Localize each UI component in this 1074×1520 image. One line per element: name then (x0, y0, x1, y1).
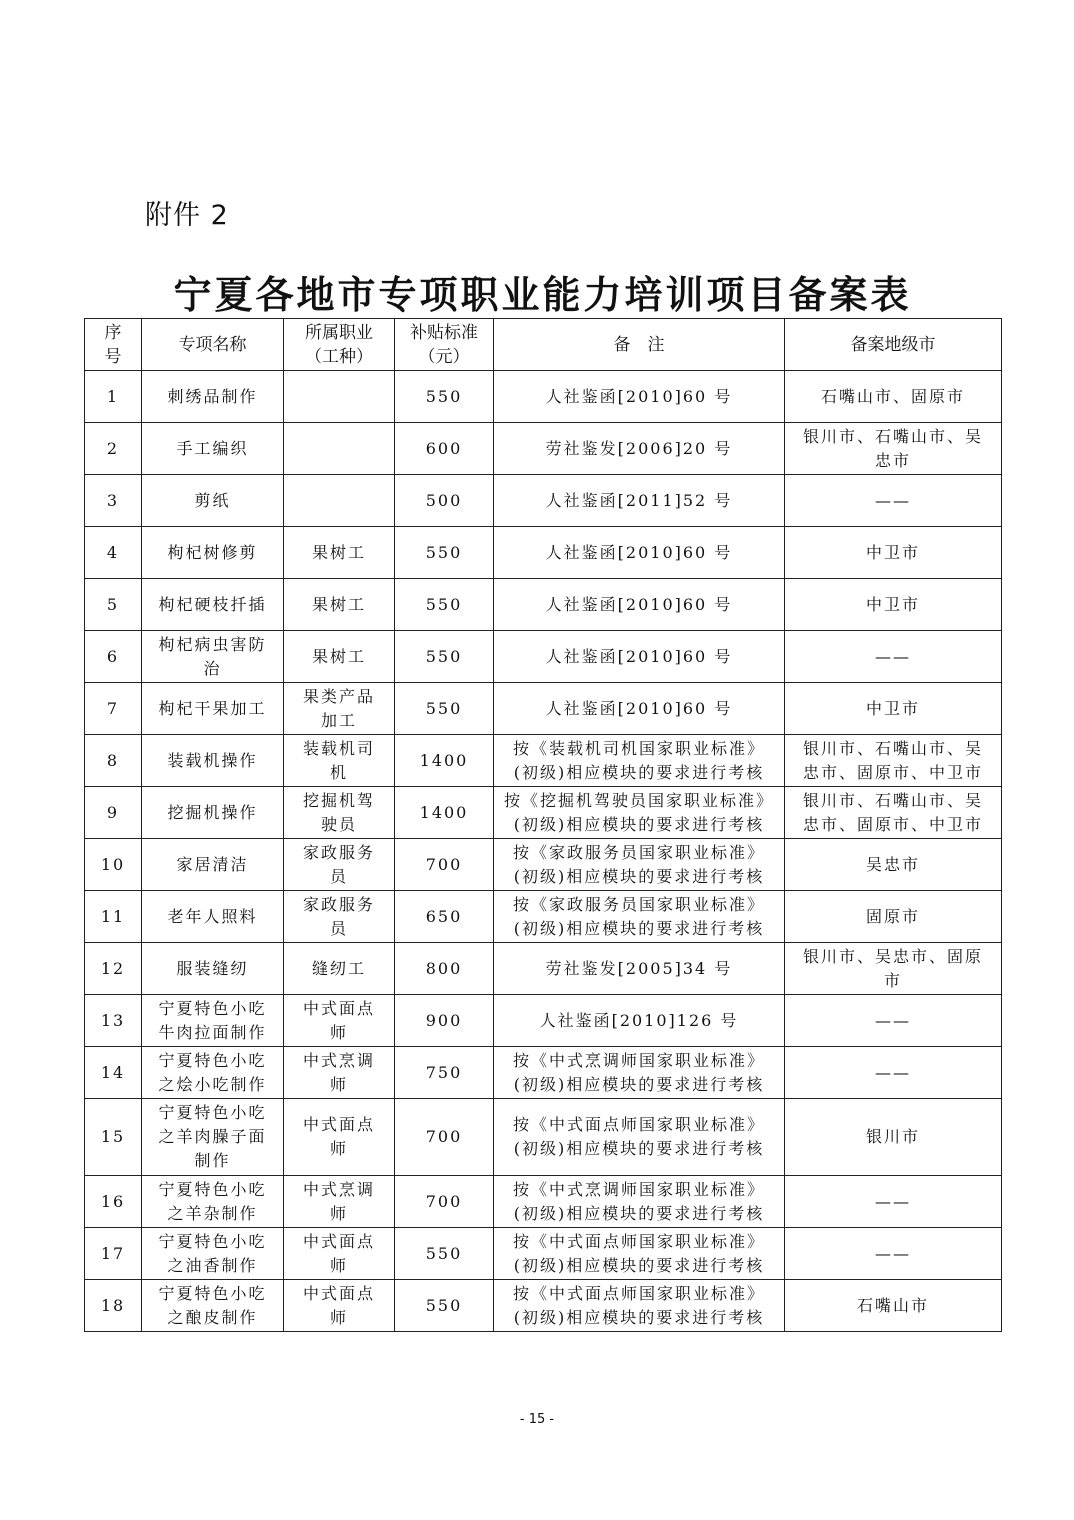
cell-job-line: 中式烹调 (302, 1050, 375, 1070)
cell-subsidy: 1400 (395, 787, 494, 839)
cell-city (785, 579, 1002, 631)
cell-no: 9 (85, 787, 142, 839)
cell-job-line: 中式面点 (302, 998, 375, 1018)
cell-name (142, 475, 284, 527)
cell-city (785, 1228, 1002, 1280)
cell-subsidy: 550 (395, 527, 494, 579)
cell-subsidy: 550 (395, 579, 494, 631)
cell-city (785, 995, 1002, 1047)
cell-city-line: —— (875, 490, 911, 510)
cell-note (494, 475, 785, 527)
cell-job (284, 1176, 395, 1228)
cell-name (142, 787, 284, 839)
cell-no: 3 (85, 475, 142, 527)
table-row (85, 1176, 1002, 1228)
cell-subsidy: 750 (395, 1047, 494, 1099)
cell-no: 18 (85, 1280, 142, 1332)
cell-city-line: —— (875, 646, 911, 666)
cell-job-line: 师 (329, 1203, 348, 1223)
cell-job (284, 891, 395, 943)
cell-name (142, 423, 284, 475)
cell-no: 17 (85, 1228, 142, 1280)
cell-city (785, 735, 1002, 787)
cell-note-line: 劳社鉴发[2006]20 号 (545, 438, 733, 458)
header-job-line-2: （工种） (305, 346, 373, 367)
cell-city-line: 吴忠市 (865, 854, 920, 874)
cell-job (284, 527, 395, 579)
cell-job-line: 加工 (320, 710, 357, 730)
cell-name-line: 刺绣品制作 (167, 386, 258, 406)
cell-city (785, 423, 1002, 475)
cell-city-line: 忠市、固原市、中卫市 (802, 814, 983, 834)
cell-note-line: (初级)相应模块的要求进行考核 (513, 1255, 765, 1275)
cell-note (494, 891, 785, 943)
cell-name-line: 服装缝纫 (176, 958, 249, 978)
cell-name-line: 之羊肉臊子面 (158, 1127, 267, 1146)
table-row (85, 1280, 1002, 1332)
cell-note-line: 按《家政服务员国家职业标准》 (512, 842, 765, 862)
cell-city-line: 石嘴山市、固原市 (820, 386, 965, 406)
cell-city (785, 787, 1002, 839)
cell-note-line: 人社鉴函[2010]60 号 (545, 646, 733, 666)
cell-name (142, 579, 284, 631)
cell-city (785, 1176, 1002, 1228)
cell-city (785, 683, 1002, 735)
cell-job-line: 果树工 (311, 646, 366, 666)
cell-name-line: 宁夏特色小吃 (158, 1179, 267, 1199)
cell-job (284, 371, 395, 423)
cell-note-line: 劳社鉴发[2005]34 号 (545, 958, 733, 978)
cell-city (785, 1280, 1002, 1332)
cell-note-line: (初级)相应模块的要求进行考核 (513, 1074, 765, 1094)
header-note: 备 注 (494, 319, 785, 371)
table-body (85, 371, 1002, 1332)
header-city: 备案地级市 (785, 319, 1002, 371)
cell-note (494, 683, 785, 735)
cell-name-line: 宁夏特色小吃 (158, 1283, 267, 1303)
cell-job-line: 师 (329, 1139, 348, 1158)
table-row (85, 475, 1002, 527)
cell-city (785, 371, 1002, 423)
cell-name-line: 牛肉拉面制作 (158, 1022, 267, 1042)
cell-job-line: 果类产品 (302, 686, 375, 706)
cell-name (142, 839, 284, 891)
cell-job-line: 果树工 (311, 594, 366, 614)
header-job (284, 319, 395, 371)
cell-note-line: 人社鉴函[2010]126 号 (539, 1010, 739, 1030)
cell-city-line: 中卫市 (865, 542, 920, 562)
cell-note (494, 943, 785, 995)
cell-city-line: —— (875, 1243, 911, 1263)
header-no (85, 319, 142, 371)
cell-job (284, 1047, 395, 1099)
cell-note-line: (初级)相应模块的要求进行考核 (513, 1139, 765, 1158)
cell-city-line: —— (875, 1191, 911, 1211)
cell-city-line: 银川市、石嘴山市、吴 (802, 426, 983, 446)
cell-city-line: 固原市 (865, 906, 920, 926)
cell-note (494, 1099, 785, 1176)
cell-city (785, 527, 1002, 579)
header-no-line-1: 序 (104, 322, 122, 343)
cell-name-line: 装载机操作 (167, 750, 258, 770)
cell-no: 14 (85, 1047, 142, 1099)
cell-city-line: 银川市、吴忠市、固原 (802, 946, 983, 966)
cell-city-line: 中卫市 (865, 594, 920, 614)
cell-note (494, 1280, 785, 1332)
cell-subsidy: 700 (395, 1176, 494, 1228)
cell-name-line: 之油香制作 (167, 1255, 258, 1275)
cell-note (494, 631, 785, 683)
cell-job (284, 995, 395, 1047)
cell-note (494, 1176, 785, 1228)
cell-no: 4 (85, 527, 142, 579)
cell-note (494, 371, 785, 423)
cell-job-line: 师 (329, 1255, 348, 1275)
cell-name-line: 之酿皮制作 (167, 1307, 258, 1327)
table-row (85, 423, 1002, 475)
cell-city (785, 1099, 1002, 1176)
cell-no: 1 (85, 371, 142, 423)
cell-subsidy: 500 (395, 475, 494, 527)
cell-note-line: 按《家政服务员国家职业标准》 (512, 894, 765, 914)
cell-subsidy: 550 (395, 683, 494, 735)
cell-name-line: 枸杞病虫害防 (158, 634, 267, 654)
cell-name (142, 995, 284, 1047)
cell-name-line: 枸杞硬枝扦插 (158, 594, 267, 614)
cell-job-line: 师 (329, 1074, 348, 1094)
cell-note-line: 人社鉴函[2010]60 号 (545, 698, 733, 718)
cell-subsidy: 550 (395, 371, 494, 423)
cell-note-line: 人社鉴函[2010]60 号 (545, 542, 733, 562)
cell-job-line: 驶员 (320, 814, 357, 834)
cell-subsidy: 700 (395, 1099, 494, 1176)
cell-city (785, 1047, 1002, 1099)
table-row (85, 527, 1002, 579)
cell-subsidy: 550 (395, 1280, 494, 1332)
cell-city-line: 银川市、石嘴山市、吴 (802, 790, 983, 810)
cell-subsidy: 650 (395, 891, 494, 943)
cell-name (142, 891, 284, 943)
cell-no: 10 (85, 839, 142, 891)
table-row (85, 579, 1002, 631)
cell-job (284, 683, 395, 735)
cell-no: 16 (85, 1176, 142, 1228)
cell-subsidy: 900 (395, 995, 494, 1047)
cell-note (494, 839, 785, 891)
cell-subsidy: 600 (395, 423, 494, 475)
cell-name-line: 宁夏特色小吃 (158, 1231, 267, 1251)
cell-job-line: 家政服务 (302, 894, 375, 914)
cell-note-line: (初级)相应模块的要求进行考核 (513, 866, 765, 886)
cell-job (284, 943, 395, 995)
cell-job-line: 挖掘机驾 (302, 790, 375, 810)
page-number: - 15 - (519, 1412, 555, 1427)
cell-subsidy: 1400 (395, 735, 494, 787)
cell-city-line: 石嘴山市 (856, 1295, 929, 1315)
header-no-line-2: 号 (104, 346, 122, 367)
cell-no: 15 (85, 1099, 142, 1176)
table-row (85, 735, 1002, 787)
cell-job (284, 735, 395, 787)
cell-name-line: 挖掘机操作 (167, 802, 258, 822)
cell-note-line: 按《中式面点师国家职业标准》 (512, 1283, 765, 1303)
cell-city (785, 475, 1002, 527)
cell-no: 6 (85, 631, 142, 683)
table-row (85, 1047, 1002, 1099)
cell-note (494, 527, 785, 579)
cell-city (785, 839, 1002, 891)
cell-job-line: 员 (329, 866, 348, 886)
cell-name (142, 1228, 284, 1280)
cell-name-line: 枸杞干果加工 (158, 698, 267, 718)
cell-name-line: 老年人照料 (167, 906, 258, 926)
cell-note (494, 579, 785, 631)
cell-name (142, 1176, 284, 1228)
cell-name-line: 宁夏特色小吃 (158, 998, 267, 1018)
header-subsidy-line-1: 补贴标准 (410, 322, 478, 343)
cell-no: 11 (85, 891, 142, 943)
header-job-line-1: 所属职业 (305, 322, 373, 343)
cell-name (142, 943, 284, 995)
header-name: 专项名称 (142, 319, 284, 371)
cell-name (142, 371, 284, 423)
cell-note (494, 735, 785, 787)
cell-note (494, 787, 785, 839)
cell-note-line: 按《中式烹调师国家职业标准》 (512, 1179, 765, 1199)
cell-city (785, 891, 1002, 943)
cell-subsidy: 700 (395, 839, 494, 891)
cell-no: 13 (85, 995, 142, 1047)
cell-job (284, 423, 395, 475)
table-row (85, 371, 1002, 423)
cell-name (142, 1047, 284, 1099)
cell-job (284, 1228, 395, 1280)
cell-name-line: 之羊杂制作 (167, 1203, 258, 1223)
cell-note (494, 1228, 785, 1280)
cell-note-line: (初级)相应模块的要求进行考核 (513, 918, 765, 938)
cell-job-line: 师 (329, 1022, 348, 1042)
cell-job-line: 师 (329, 1307, 348, 1327)
cell-job (284, 579, 395, 631)
cell-name-line: 家居清洁 (176, 854, 249, 874)
cell-job-line: 缝纫工 (311, 958, 366, 978)
cell-city-line: 银川市 (865, 1127, 920, 1146)
cell-no: 8 (85, 735, 142, 787)
cell-note-line: 人社鉴函[2011]52 号 (545, 490, 733, 510)
cell-job (284, 475, 395, 527)
table-row (85, 891, 1002, 943)
attachment-label: 附件 2 (145, 200, 229, 231)
cell-job (284, 1099, 395, 1176)
cell-city-line: 银川市、石嘴山市、吴 (802, 738, 983, 758)
table-row (85, 995, 1002, 1047)
cell-note-line: 按《中式面点师国家职业标准》 (512, 1115, 765, 1134)
cell-job-line: 中式烹调 (302, 1179, 375, 1199)
registration-table (84, 318, 1002, 1332)
cell-note-line: (初级)相应模块的要求进行考核 (513, 1307, 765, 1327)
cell-job-line: 家政服务 (302, 842, 375, 862)
cell-job (284, 1280, 395, 1332)
cell-city-line: 忠市 (874, 450, 911, 470)
cell-name-line: 宁夏特色小吃 (158, 1050, 267, 1070)
table-row (85, 839, 1002, 891)
cell-name-line: 剪纸 (194, 490, 231, 510)
cell-job-line: 中式面点 (302, 1115, 375, 1134)
cell-note-line: (初级)相应模块的要求进行考核 (513, 762, 765, 782)
cell-name-line: 之烩小吃制作 (158, 1074, 267, 1094)
cell-job-line: 中式面点 (302, 1283, 375, 1303)
cell-job (284, 787, 395, 839)
cell-city-line: —— (875, 1010, 911, 1030)
cell-note (494, 423, 785, 475)
cell-note-line: 按《装载机司机国家职业标准》 (512, 738, 765, 758)
cell-note-line: 按《中式面点师国家职业标准》 (512, 1231, 765, 1251)
cell-name-line: 制作 (194, 1151, 231, 1170)
cell-note-line: 人社鉴函[2010]60 号 (545, 386, 733, 406)
cell-city-line: —— (875, 1062, 911, 1082)
cell-name-line: 宁夏特色小吃 (158, 1103, 267, 1122)
cell-note-line: (初级)相应模块的要求进行考核 (513, 1203, 765, 1223)
cell-note-line: 人社鉴函[2010]60 号 (545, 594, 733, 614)
cell-no: 12 (85, 943, 142, 995)
cell-no: 7 (85, 683, 142, 735)
cell-job-line: 装载机司 (302, 738, 375, 758)
cell-city-line: 中卫市 (865, 698, 920, 718)
cell-city-line: 忠市、固原市、中卫市 (802, 762, 983, 782)
cell-no: 2 (85, 423, 142, 475)
page-title: 宁夏各地市专项职业能力培训项目备案表 (173, 272, 912, 317)
table-header-row (85, 319, 1002, 371)
cell-city (785, 631, 1002, 683)
cell-name-line: 治 (203, 658, 222, 678)
cell-city (785, 943, 1002, 995)
cell-job-line: 机 (329, 762, 348, 782)
table-row (85, 631, 1002, 683)
header-subsidy (395, 319, 494, 371)
cell-name (142, 1099, 284, 1176)
cell-name-line: 手工编织 (176, 438, 249, 458)
header-subsidy-line-2: （元） (418, 346, 470, 367)
cell-name (142, 735, 284, 787)
cell-city-line: 市 (883, 970, 902, 990)
cell-name (142, 631, 284, 683)
cell-name (142, 1280, 284, 1332)
cell-job-line: 果树工 (311, 542, 366, 562)
cell-subsidy: 800 (395, 943, 494, 995)
cell-note (494, 995, 785, 1047)
cell-note-line: 按《中式烹调师国家职业标准》 (512, 1050, 765, 1070)
cell-note-line: 按《挖掘机驾驶员国家职业标准》 (503, 790, 774, 810)
cell-name-line: 枸杞树修剪 (167, 542, 258, 562)
cell-note-line: (初级)相应模块的要求进行考核 (513, 814, 765, 834)
cell-job (284, 631, 395, 683)
table-row (85, 943, 1002, 995)
cell-note (494, 1047, 785, 1099)
cell-job-line: 员 (329, 918, 348, 938)
table-row (85, 1228, 1002, 1280)
table-row (85, 787, 1002, 839)
cell-job-line: 中式面点 (302, 1231, 375, 1251)
cell-job (284, 839, 395, 891)
cell-subsidy: 550 (395, 1228, 494, 1280)
table-row (85, 683, 1002, 735)
table-row (85, 1099, 1002, 1176)
cell-name (142, 527, 284, 579)
cell-name (142, 683, 284, 735)
cell-subsidy: 550 (395, 631, 494, 683)
cell-no: 5 (85, 579, 142, 631)
